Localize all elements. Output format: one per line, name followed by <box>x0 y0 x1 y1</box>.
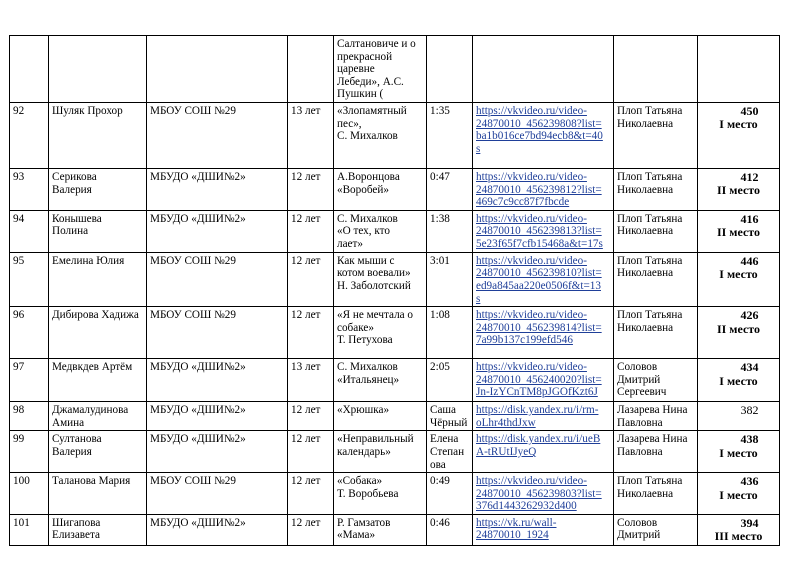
place-label: I место <box>719 487 758 502</box>
work-line: Т. Петухова <box>337 334 393 347</box>
work-line: Т. Воробьева <box>337 487 399 500</box>
link-line: https://vkvideo.ru/video- <box>476 475 587 488</box>
teacher-line: Плоп Татьяна <box>617 254 683 267</box>
time-line: 1:35 <box>430 104 450 117</box>
work-line: «Злопамятный <box>337 104 407 117</box>
cell-time <box>427 402 473 431</box>
cell-num: 98 <box>10 402 49 431</box>
time-line: 1:38 <box>430 212 450 225</box>
work-line: лает» <box>337 237 363 250</box>
time-line: ова <box>430 458 446 471</box>
work-line: собаке» <box>337 321 374 334</box>
time-line: 0:47 <box>430 170 450 183</box>
cell-teacher <box>614 473 698 515</box>
link-line: 24870010_456239808?list= <box>476 117 602 130</box>
participant-name: Медвкдев Артём <box>52 361 133 374</box>
place-label: III место <box>714 529 763 544</box>
cell-score <box>698 359 780 402</box>
video-link[interactable] <box>476 517 610 542</box>
link-line: 24870010_456239814?list= <box>476 321 602 334</box>
teacher-line: Лазарева Нина <box>617 404 688 417</box>
teacher-line: Плоп Татьяна <box>617 104 683 117</box>
score-value: 446 <box>740 253 759 268</box>
link-line: 5e23f65f7cfb15468a&t=17s <box>476 237 603 250</box>
cell-teacher <box>614 431 698 473</box>
link-line: 24870010_456239810?list= <box>476 267 602 280</box>
cell-name <box>49 473 147 515</box>
cell-work <box>334 514 427 545</box>
link-line: https://disk.yandex.ru/i/rm- <box>476 404 599 417</box>
time-line: 2:05 <box>430 361 450 374</box>
cell-time <box>427 168 473 210</box>
participant-name: Емелина Юлия <box>52 254 125 267</box>
work-line: С. Михалков <box>337 130 398 143</box>
video-link[interactable] <box>476 213 610 251</box>
link-line: Jn-IzYCnTM8pJGOfKzt6J <box>476 386 598 399</box>
cell-score <box>698 514 780 545</box>
cell-num: 93 <box>10 168 49 210</box>
cell-link <box>473 168 614 210</box>
video-link[interactable] <box>476 433 610 458</box>
cell-school: МБОУ СОШ №29 <box>147 252 288 306</box>
cell-school: МБУДО «ДШИ№2» <box>147 402 288 431</box>
time-line: Саша <box>430 404 457 417</box>
video-link[interactable] <box>476 255 610 305</box>
teacher-line: Плоп Татьяна <box>617 309 683 322</box>
work-line: «О тех, кто <box>337 225 390 238</box>
cell-link <box>473 473 614 515</box>
link-line: 24870010_456239813?list= <box>476 225 602 238</box>
teacher-line: Дмитрий <box>617 529 661 542</box>
cell-time <box>427 359 473 402</box>
table-row <box>10 102 780 168</box>
cell-name <box>49 359 147 402</box>
place-label: I место <box>719 373 758 388</box>
cell-work <box>334 210 427 252</box>
cell-school: МБОУ СОШ №29 <box>147 102 288 168</box>
link-line: https://vkvideo.ru/video- <box>476 254 587 267</box>
participant-name: Дибирова Хадижа <box>52 309 139 322</box>
work-line: С. Михалков <box>337 361 398 374</box>
cell-score <box>698 402 780 431</box>
link-line: ba1b016ce7bd94ecb8&t=40 <box>476 130 603 143</box>
teacher-line: Павловна <box>617 416 663 429</box>
results-table <box>9 35 780 546</box>
cell-score <box>698 473 780 515</box>
cell-score <box>698 431 780 473</box>
cell-age: 12 лет <box>288 307 334 359</box>
cell-school: МБУДО «ДШИ№2» <box>147 210 288 252</box>
cell-num <box>10 36 49 103</box>
cell-age: 12 лет <box>288 431 334 473</box>
cell-name <box>49 514 147 545</box>
cell-num: 100 <box>10 473 49 515</box>
work-line: «Я не мечтала о <box>337 309 414 322</box>
score-value: 434 <box>740 360 759 375</box>
teacher-line: Николаевна <box>617 267 674 280</box>
participant-name: Таланова Мария <box>52 475 131 488</box>
participant-name: Шигапова <box>52 516 101 529</box>
link-line: https://vkvideo.ru/video- <box>476 361 587 374</box>
cell-school: МБУДО «ДШИ№2» <box>147 168 288 210</box>
cell-num: 97 <box>10 359 49 402</box>
cell-work <box>334 102 427 168</box>
cell-link <box>473 514 614 545</box>
cell-work <box>334 431 427 473</box>
participant-name: Полина <box>52 225 89 238</box>
teacher-line: Николаевна <box>617 117 674 130</box>
place-label: II место <box>716 225 761 240</box>
cell-age: 12 лет <box>288 402 334 431</box>
work-line: Н. Заболотский <box>337 279 411 292</box>
teacher-line: Дмитрий <box>617 373 661 386</box>
cell-num: 92 <box>10 102 49 168</box>
cell-num: 99 <box>10 431 49 473</box>
cell-time <box>427 252 473 306</box>
link-line: 7a99b137c199efd546 <box>476 334 573 347</box>
link-line: 24870010_1924 <box>476 529 549 542</box>
cell-school: МБУДО «ДШИ№2» <box>147 359 288 402</box>
link-line: s <box>476 142 481 155</box>
link-line: ed9a845aa220e0506f&t=13 <box>476 279 601 292</box>
participant-name: Серикова <box>52 170 97 183</box>
score-value: 382 <box>740 403 759 418</box>
table-row <box>10 168 780 210</box>
cell-school: МБУДО «ДШИ№2» <box>147 431 288 473</box>
cell-school <box>147 36 288 103</box>
cell-age: 13 лет <box>288 102 334 168</box>
link-line: 24870010_456239803?list= <box>476 487 602 500</box>
participant-name: Джамалудинова <box>52 404 129 417</box>
cell-link <box>473 252 614 306</box>
cell-name <box>49 36 147 103</box>
work-line: «Итальянец» <box>337 373 400 386</box>
work-line: «Хрюшка» <box>337 404 390 417</box>
cell-time <box>427 431 473 473</box>
cell-link <box>473 102 614 168</box>
video-link[interactable] <box>476 309 610 347</box>
table-row <box>10 36 780 103</box>
time-line: Елена <box>430 433 459 446</box>
cell-teacher <box>614 36 698 103</box>
cell-school: МБУДО «ДШИ№2» <box>147 514 288 545</box>
teacher-line: Николаевна <box>617 321 674 334</box>
cell-work <box>334 473 427 515</box>
participant-name: Валерия <box>52 183 92 196</box>
place-label: I место <box>719 267 758 282</box>
table-row <box>10 402 780 431</box>
score-value: 412 <box>740 169 759 184</box>
video-link[interactable] <box>476 361 610 399</box>
cell-time <box>427 514 473 545</box>
work-line: «Воробей» <box>337 183 389 196</box>
cell-work <box>334 252 427 306</box>
cell-work <box>334 307 427 359</box>
cell-age: 12 лет <box>288 252 334 306</box>
cell-teacher <box>614 168 698 210</box>
video-link[interactable] <box>476 404 610 429</box>
video-link[interactable] <box>476 475 610 513</box>
time-line: Чёрный <box>430 416 468 429</box>
cell-age: 13 лет <box>288 359 334 402</box>
work-line: пес», <box>337 117 362 130</box>
link-line: https://disk.yandex.ru/i/ueB <box>476 433 601 446</box>
cell-score <box>698 102 780 168</box>
table-row <box>10 252 780 306</box>
teacher-line: Плоп Татьяна <box>617 212 683 225</box>
work-line: царевне <box>337 63 375 76</box>
cell-school: МБОУ СОШ №29 <box>147 307 288 359</box>
cell-name <box>49 307 147 359</box>
participant-name: Конышева <box>52 212 102 225</box>
cell-score <box>698 168 780 210</box>
cell-link <box>473 431 614 473</box>
teacher-line: Лазарева Нина <box>617 433 688 446</box>
work-line: А.Воронцова <box>337 170 400 183</box>
cell-link <box>473 307 614 359</box>
link-line: s <box>476 292 481 305</box>
link-line: https://vkvideo.ru/video- <box>476 309 587 322</box>
score-value: 416 <box>740 211 759 226</box>
cell-time <box>427 210 473 252</box>
link-line: 24870010_456239812?list= <box>476 183 602 196</box>
cell-age: 12 лет <box>288 168 334 210</box>
cell-teacher <box>614 402 698 431</box>
work-line: календарь» <box>337 445 391 458</box>
video-link[interactable] <box>476 171 610 209</box>
teacher-line: Николаевна <box>617 183 674 196</box>
cell-work <box>334 36 427 103</box>
place-label: I место <box>719 445 758 460</box>
cell-work <box>334 168 427 210</box>
cell-link <box>473 36 614 103</box>
cell-score <box>698 252 780 306</box>
table-row <box>10 210 780 252</box>
link-line: https://vk.ru/wall- <box>476 516 557 529</box>
cell-time <box>427 102 473 168</box>
table-row <box>10 473 780 515</box>
cell-link <box>473 402 614 431</box>
cell-teacher <box>614 359 698 402</box>
teacher-line: Николаевна <box>617 225 674 238</box>
cell-score <box>698 307 780 359</box>
cell-score <box>698 210 780 252</box>
cell-age <box>288 36 334 103</box>
link-line: https://vkvideo.ru/video- <box>476 170 587 183</box>
score-value: 438 <box>740 432 759 447</box>
teacher-line: Соловов <box>617 516 658 529</box>
video-link[interactable] <box>476 105 610 155</box>
cell-age: 12 лет <box>288 514 334 545</box>
cell-teacher <box>614 102 698 168</box>
participant-name: Султанова <box>52 433 102 446</box>
teacher-line: Плоп Татьяна <box>617 170 683 183</box>
work-line: Лебеди», А.С. <box>337 75 404 88</box>
cell-num: 94 <box>10 210 49 252</box>
cell-time <box>427 473 473 515</box>
teacher-line: Плоп Татьяна <box>617 475 683 488</box>
cell-num: 95 <box>10 252 49 306</box>
work-line: Р. Гамзатов <box>337 516 391 529</box>
place-label: II место <box>716 183 761 198</box>
participant-name: Валерия <box>52 445 92 458</box>
cell-work <box>334 402 427 431</box>
work-line: котом воевали» <box>337 267 411 280</box>
cell-score <box>698 36 780 103</box>
teacher-line: Соловов <box>617 361 658 374</box>
table-row <box>10 514 780 545</box>
score-value: 450 <box>740 103 759 118</box>
cell-name <box>49 431 147 473</box>
work-line: Как мыши с <box>337 254 395 267</box>
cell-teacher <box>614 210 698 252</box>
table-row <box>10 431 780 473</box>
cell-age: 12 лет <box>288 473 334 515</box>
participant-name: Шуляк Прохор <box>52 104 123 117</box>
teacher-line: Николаевна <box>617 487 674 500</box>
time-line: 0:46 <box>430 516 450 529</box>
cell-name <box>49 168 147 210</box>
time-line: Степан <box>430 445 465 458</box>
time-line: 3:01 <box>430 254 450 267</box>
cell-teacher <box>614 514 698 545</box>
link-line: https://vkvideo.ru/video- <box>476 104 587 117</box>
place-label: II место <box>716 321 761 336</box>
teacher-line: Сергеевич <box>617 386 667 399</box>
link-line: A-tRUtIJyeQ <box>476 445 537 458</box>
cell-school: МБОУ СОШ №29 <box>147 473 288 515</box>
cell-name <box>49 402 147 431</box>
work-line: прекрасной <box>337 50 393 63</box>
cell-num: 101 <box>10 514 49 545</box>
cell-name <box>49 210 147 252</box>
work-line: «Мама» <box>337 529 376 542</box>
score-value: 436 <box>740 474 759 489</box>
cell-link <box>473 210 614 252</box>
work-line: Пушкин ( <box>337 88 384 101</box>
cell-teacher <box>614 252 698 306</box>
cell-link <box>473 359 614 402</box>
place-label: I место <box>719 117 758 132</box>
table-row <box>10 359 780 402</box>
work-line: «Неправильный <box>337 433 414 446</box>
cell-num: 96 <box>10 307 49 359</box>
score-value: 426 <box>740 308 759 323</box>
link-line: 469c7c9cc87f7fbcde <box>476 196 570 209</box>
link-line: 376d1443262932d400 <box>476 500 577 513</box>
time-line: 0:49 <box>430 475 450 488</box>
cell-name <box>49 102 147 168</box>
cell-age: 12 лет <box>288 210 334 252</box>
participant-name: Елизавета <box>52 529 100 542</box>
teacher-line: Павловна <box>617 445 663 458</box>
link-line: https://vkvideo.ru/video- <box>476 212 587 225</box>
work-line: С. Михалков <box>337 212 398 225</box>
work-line: «Собака» <box>337 475 383 488</box>
participant-name: Амина <box>52 416 85 429</box>
cell-work <box>334 359 427 402</box>
cell-name <box>49 252 147 306</box>
link-line: 24870010_456240020?list= <box>476 373 602 386</box>
cell-time <box>427 307 473 359</box>
table-row <box>10 307 780 359</box>
link-line: oLhr4thdJxw <box>476 416 536 429</box>
time-line: 1:08 <box>430 309 450 322</box>
score-value: 394 <box>740 515 759 530</box>
cell-time <box>427 36 473 103</box>
cell-teacher <box>614 307 698 359</box>
work-line: Салтановиче и о <box>337 38 416 50</box>
